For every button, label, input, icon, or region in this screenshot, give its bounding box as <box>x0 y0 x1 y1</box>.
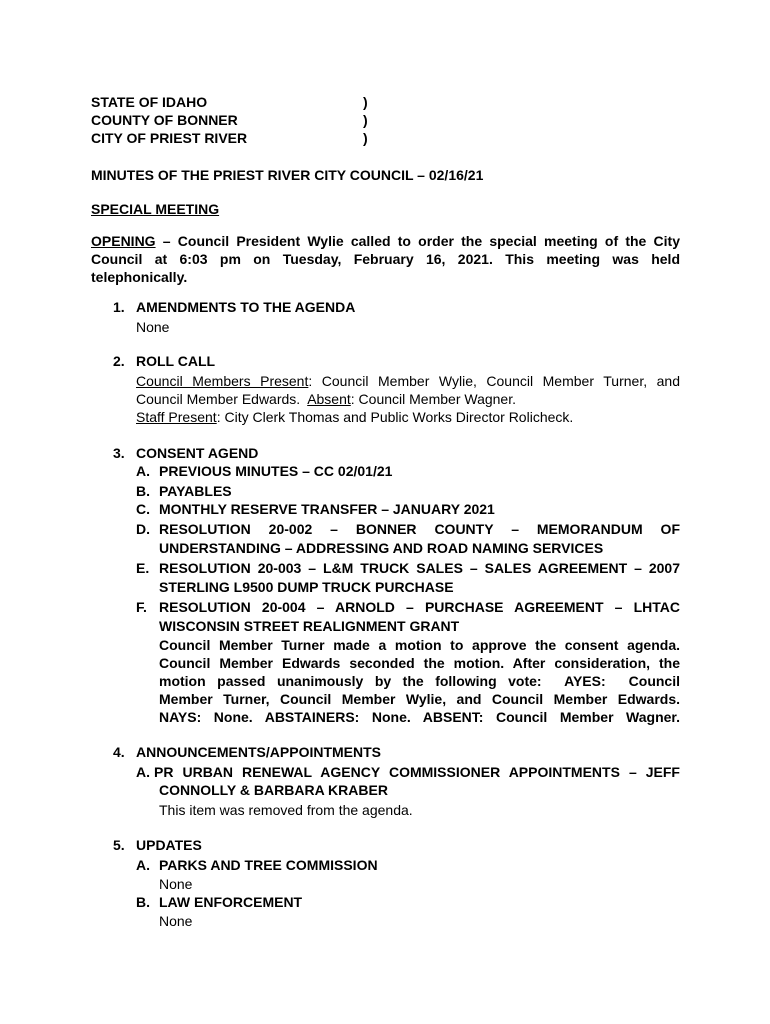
sub-letter: A. <box>136 764 150 780</box>
opening-label: OPENING <box>91 233 156 249</box>
update-law-enforcement: LAW ENFORCEMENT <box>159 894 303 910</box>
item-number: 1. <box>113 299 125 315</box>
item-number: 4. <box>113 744 125 760</box>
announcement-note: This item was removed from the agenda. <box>159 802 413 818</box>
announcement-urban-renewal-cont: CONNOLLY & BARBARA KRABER <box>159 782 388 798</box>
item-title-roll-call: ROLL CALL <box>136 353 216 369</box>
motion-line: motion passed unanimously by the following vote: AYES: Council <box>159 673 680 689</box>
sub-letter: B. <box>136 483 150 499</box>
county-label: COUNTY OF BONNER <box>91 112 238 128</box>
consent-item-previous-minutes: PREVIOUS MINUTES – CC 02/01/21 <box>159 463 393 479</box>
motion-line: Council Member Turner made a motion to approve the consent agenda. <box>159 637 680 653</box>
opening-line-3: telephonically. <box>91 269 188 285</box>
item-number: 3. <box>113 445 125 461</box>
item-title-announcements: ANNOUNCEMENTS/APPOINTMENTS <box>136 744 382 760</box>
item-number: 2. <box>113 353 125 369</box>
motion-line: Council Member Edwards seconded the motion. After consideration, the <box>159 655 680 671</box>
roll-call-staff: Staff Present: City Clerk Thomas and Public Works Director Rolicheck. <box>136 409 574 425</box>
consent-item-payables: PAYABLES <box>159 483 232 499</box>
opening-line-2: Council at 6:03 pm on Tuesday, February 16, 2021. This meeting was held <box>91 251 680 267</box>
item-title-updates: UPDATES <box>136 837 202 853</box>
document-title: MINUTES OF THE PRIEST RIVER CITY COUNCIL – 02/16/21 <box>91 167 484 183</box>
sub-letter: F. <box>136 599 147 615</box>
header-city <box>91 129 368 147</box>
state-label: STATE OF IDAHO <box>91 94 208 110</box>
header-state <box>91 93 368 111</box>
announcement-urban-renewal: PR URBAN RENEWAL AGENCY COMMISSIONER APPOINTMENTS – JEFF <box>154 764 680 780</box>
paren: ) <box>363 94 368 110</box>
update-parks-tree-commission: PARKS AND TREE COMMISSION <box>159 857 378 873</box>
consent-item-resolution-20-003-cont: STERLING L9500 DUMP TRUCK PURCHASE <box>159 579 454 595</box>
consent-item-resolution-20-003: RESOLUTION 20-003 – L&M TRUCK SALES – SALES AGREEMENT – 2007 <box>159 560 680 576</box>
absent-label: Absent <box>307 391 351 407</box>
sub-letter: B. <box>136 894 150 910</box>
consent-item-resolution-20-004: RESOLUTION 20-004 – ARNOLD – PURCHASE AGREEMENT – LHTAC <box>159 599 680 615</box>
motion-line: Member Turner, Council Member Wylie, and Council Member Edwards. <box>159 691 680 707</box>
consent-item-resolution-20-002-cont: UNDERSTANDING – ADDRESSING AND ROAD NAMING SERVICES <box>159 540 604 556</box>
header-county <box>91 111 368 129</box>
sub-letter: E. <box>136 560 150 576</box>
meeting-type: SPECIAL MEETING <box>91 201 220 217</box>
update-body: None <box>159 876 193 892</box>
item-title-amendments: AMENDMENTS TO THE AGENDA <box>136 299 356 315</box>
opening-line-1: OPENING – Council President Wylie called to order the special meeting of the City <box>91 233 680 249</box>
item-body: None <box>136 319 170 335</box>
roll-call-present-line-1: Council Members Present: Council Member Wylie, Council Member Turner, and <box>136 373 680 389</box>
motion-line: NAYS: None. ABSTAINERS: None. ABSENT: Council Member Wagner. <box>159 709 680 725</box>
consent-item-resolution-20-002: RESOLUTION 20-002 – BONNER COUNTY – MEMORANDUM OF <box>159 521 680 537</box>
update-body: None <box>159 913 193 929</box>
sub-letter: C. <box>136 501 150 517</box>
consent-item-resolution-20-004-cont: WISCONSIN STREET REALIGNMENT GRANT <box>159 618 460 634</box>
item-number: 5. <box>113 837 125 853</box>
sub-letter: A. <box>136 463 150 479</box>
consent-item-reserve-transfer: MONTHLY RESERVE TRANSFER – JANUARY 2021 <box>159 501 495 517</box>
paren: ) <box>363 130 368 146</box>
roll-call-present-line-2: Council Member Edwards. Absent: Council Member Wagner. <box>136 391 516 407</box>
sub-letter: A. <box>136 857 150 873</box>
city-label: CITY OF PRIEST RIVER <box>91 130 248 146</box>
item-title-consent-agenda: CONSENT AGEND <box>136 445 259 461</box>
present-label: Council Members Present <box>136 373 309 389</box>
paren: ) <box>363 112 368 128</box>
staff-label: Staff Present <box>136 409 217 425</box>
sub-letter: D. <box>136 521 150 537</box>
